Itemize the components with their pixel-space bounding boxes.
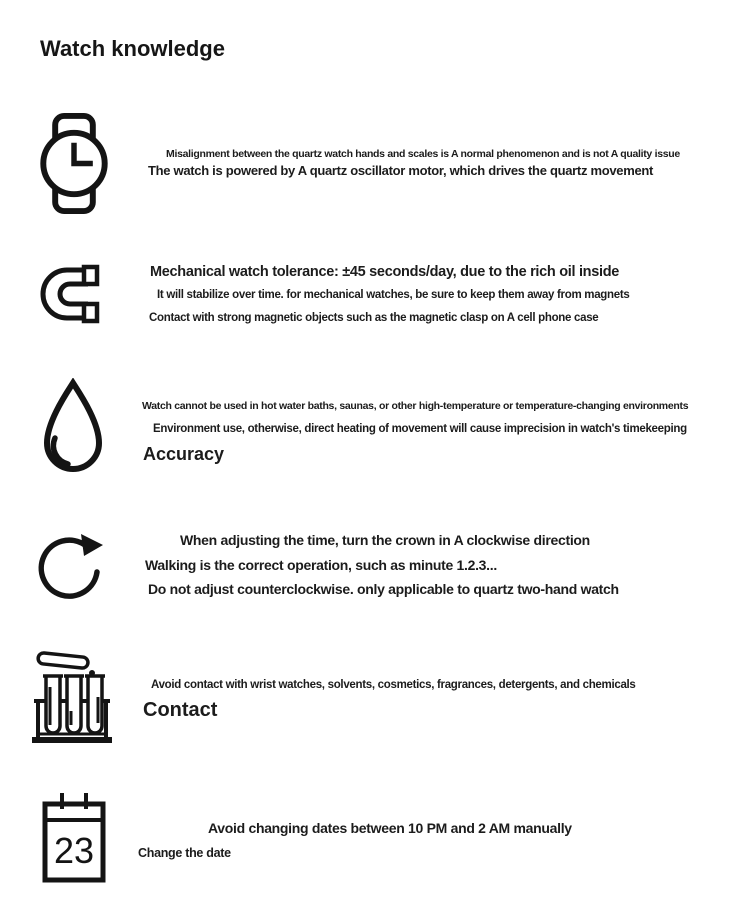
test-tubes-icon [30,645,114,747]
section-crown-text: Walking is the correct operation, such as minute 1.2.3... [145,557,497,573]
section-accuracy-text: Environment use, otherwise, direct heating of movement will cause imprecision in watch's timekeeping [153,423,687,435]
section-date-note: Change the date [138,846,231,860]
section-magnet-note: Contact with strong magnetic objects such as the magnetic clasp on A cell phone case [149,312,599,324]
section-accuracy-headline: Accuracy [143,444,225,464]
calendar-day-number: 23 [53,830,95,871]
section-crown-note: Do not adjust counterclockwise. only applicable to quartz two-hand watch [148,581,619,597]
section-contact-headline: Contact [143,699,218,721]
section-date-headline: Avoid changing dates between 10 PM and 2 AM manually [208,820,572,836]
clockwise-arrow-icon [36,522,106,606]
section-accuracy-note: Watch cannot be used in hot water baths, saunas, or other high-temperature or temperature-changing environments [142,400,689,412]
section-crown-headline: When adjusting the time, turn the crown in A clockwise direction [180,532,590,548]
calendar-icon [40,789,108,885]
section-magnet-headline: Mechanical watch tolerance: ±45 seconds/day, due to the rich oil inside [150,264,620,280]
section-movement-text: The watch is powered by A quartz oscillator motor, which drives the quartz movement [148,163,654,178]
section-magnet-text: It will stabilize over time. for mechanical watches, be sure to keep them away from magnets [157,289,630,301]
watch-icon [38,112,110,215]
section-contact-text: Avoid contact with wrist watches, solvents, cosmetics, fragrances, detergents, and chemicals [151,679,636,691]
magnet-icon [40,263,112,325]
water-drop-icon [38,378,108,480]
page-title: Watch knowledge [40,36,225,61]
section-movement-note: Misalignment between the quartz watch hands and scales is A normal phenomenon and is not A quality issue [166,148,680,160]
